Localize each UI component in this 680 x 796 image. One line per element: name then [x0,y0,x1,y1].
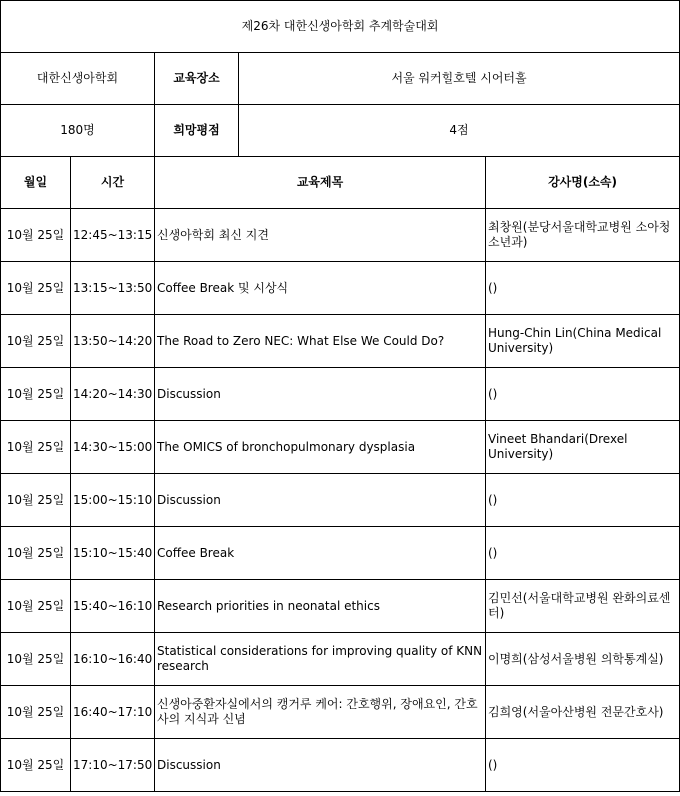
session-subject: Discussion [155,739,486,792]
credits: 4점 [239,105,680,157]
session-speaker: 김희영(서울아산병원 전문간호사) [486,686,680,739]
table-row [1,474,680,527]
session-speaker: 김민선(서울대학교병원 완화의료센터) [486,580,680,633]
table-row [1,686,680,739]
session-subject: The Road to Zero NEC: What Else We Could Do? [155,315,486,368]
table-row [1,262,680,315]
title-row [1,1,680,53]
session-time: 15:40~16:10 [71,580,155,633]
session-subject: Statistical considerations for improving quality of KNN research [155,633,486,686]
session-speaker: () [486,739,680,792]
credits-label: 희망평점 [155,105,239,157]
venue-label: 교육장소 [155,53,239,105]
session-speaker: () [486,262,680,315]
session-date: 10월 25일 [1,209,71,262]
table-row [1,315,680,368]
table-row [1,209,680,262]
credits-row [1,105,680,157]
header-date: 월일 [1,157,71,209]
header-time: 시간 [71,157,155,209]
header-subject: 교육제목 [155,157,486,209]
session-subject: Discussion [155,474,486,527]
organizer: 대한신생아학회 [1,53,155,105]
session-speaker: () [486,368,680,421]
venue-row [1,53,680,105]
session-date: 10월 25일 [1,368,71,421]
session-date: 10월 25일 [1,527,71,580]
session-list [1,209,680,792]
session-time: 14:30~15:00 [71,421,155,474]
session-subject: The OMICS of bronchopulmonary dysplasia [155,421,486,474]
session-date: 10월 25일 [1,474,71,527]
session-date: 10월 25일 [1,421,71,474]
table-row [1,739,680,792]
header-row [1,157,680,209]
table-row [1,368,680,421]
session-date: 10월 25일 [1,315,71,368]
session-speaker: Vineet Bhandari(Drexel University) [486,421,680,474]
capacity: 180명 [1,105,155,157]
session-subject: Research priorities in neonatal ethics [155,580,486,633]
table-row [1,580,680,633]
session-time: 15:00~15:10 [71,474,155,527]
table-row [1,527,680,580]
session-speaker: () [486,474,680,527]
session-subject: Coffee Break 및 시상식 [155,262,486,315]
session-speaker: 이명희(삼성서울병원 의학통계실) [486,633,680,686]
session-subject: Coffee Break [155,527,486,580]
table-row [1,421,680,474]
session-subject: Discussion [155,368,486,421]
session-speaker: 최창원(분당서울대학교병원 소아청소년과) [486,209,680,262]
session-time: 16:40~17:10 [71,686,155,739]
session-date: 10월 25일 [1,739,71,792]
session-time: 17:10~17:50 [71,739,155,792]
session-time: 13:50~14:20 [71,315,155,368]
session-date: 10월 25일 [1,633,71,686]
session-subject: 신생아중환자실에서의 캥거루 케어: 간호행위, 장애요인, 간호사의 지식과 신념 [155,686,486,739]
table-row [1,633,680,686]
session-date: 10월 25일 [1,686,71,739]
session-date: 10월 25일 [1,262,71,315]
session-time: 16:10~16:40 [71,633,155,686]
event-title: 제26차 대한신생아학회 추계학술대회 [1,1,680,53]
venue: 서울 워커힐호텔 시어터홀 [239,53,680,105]
session-subject: 신생아학회 최신 지견 [155,209,486,262]
session-speaker: Hung-Chin Lin(China Medical University) [486,315,680,368]
header-speaker: 강사명(소속) [486,157,680,209]
session-time: 15:10~15:40 [71,527,155,580]
session-time: 14:20~14:30 [71,368,155,421]
session-time: 13:15~13:50 [71,262,155,315]
session-speaker: () [486,527,680,580]
session-date: 10월 25일 [1,580,71,633]
session-time: 12:45~13:15 [71,209,155,262]
